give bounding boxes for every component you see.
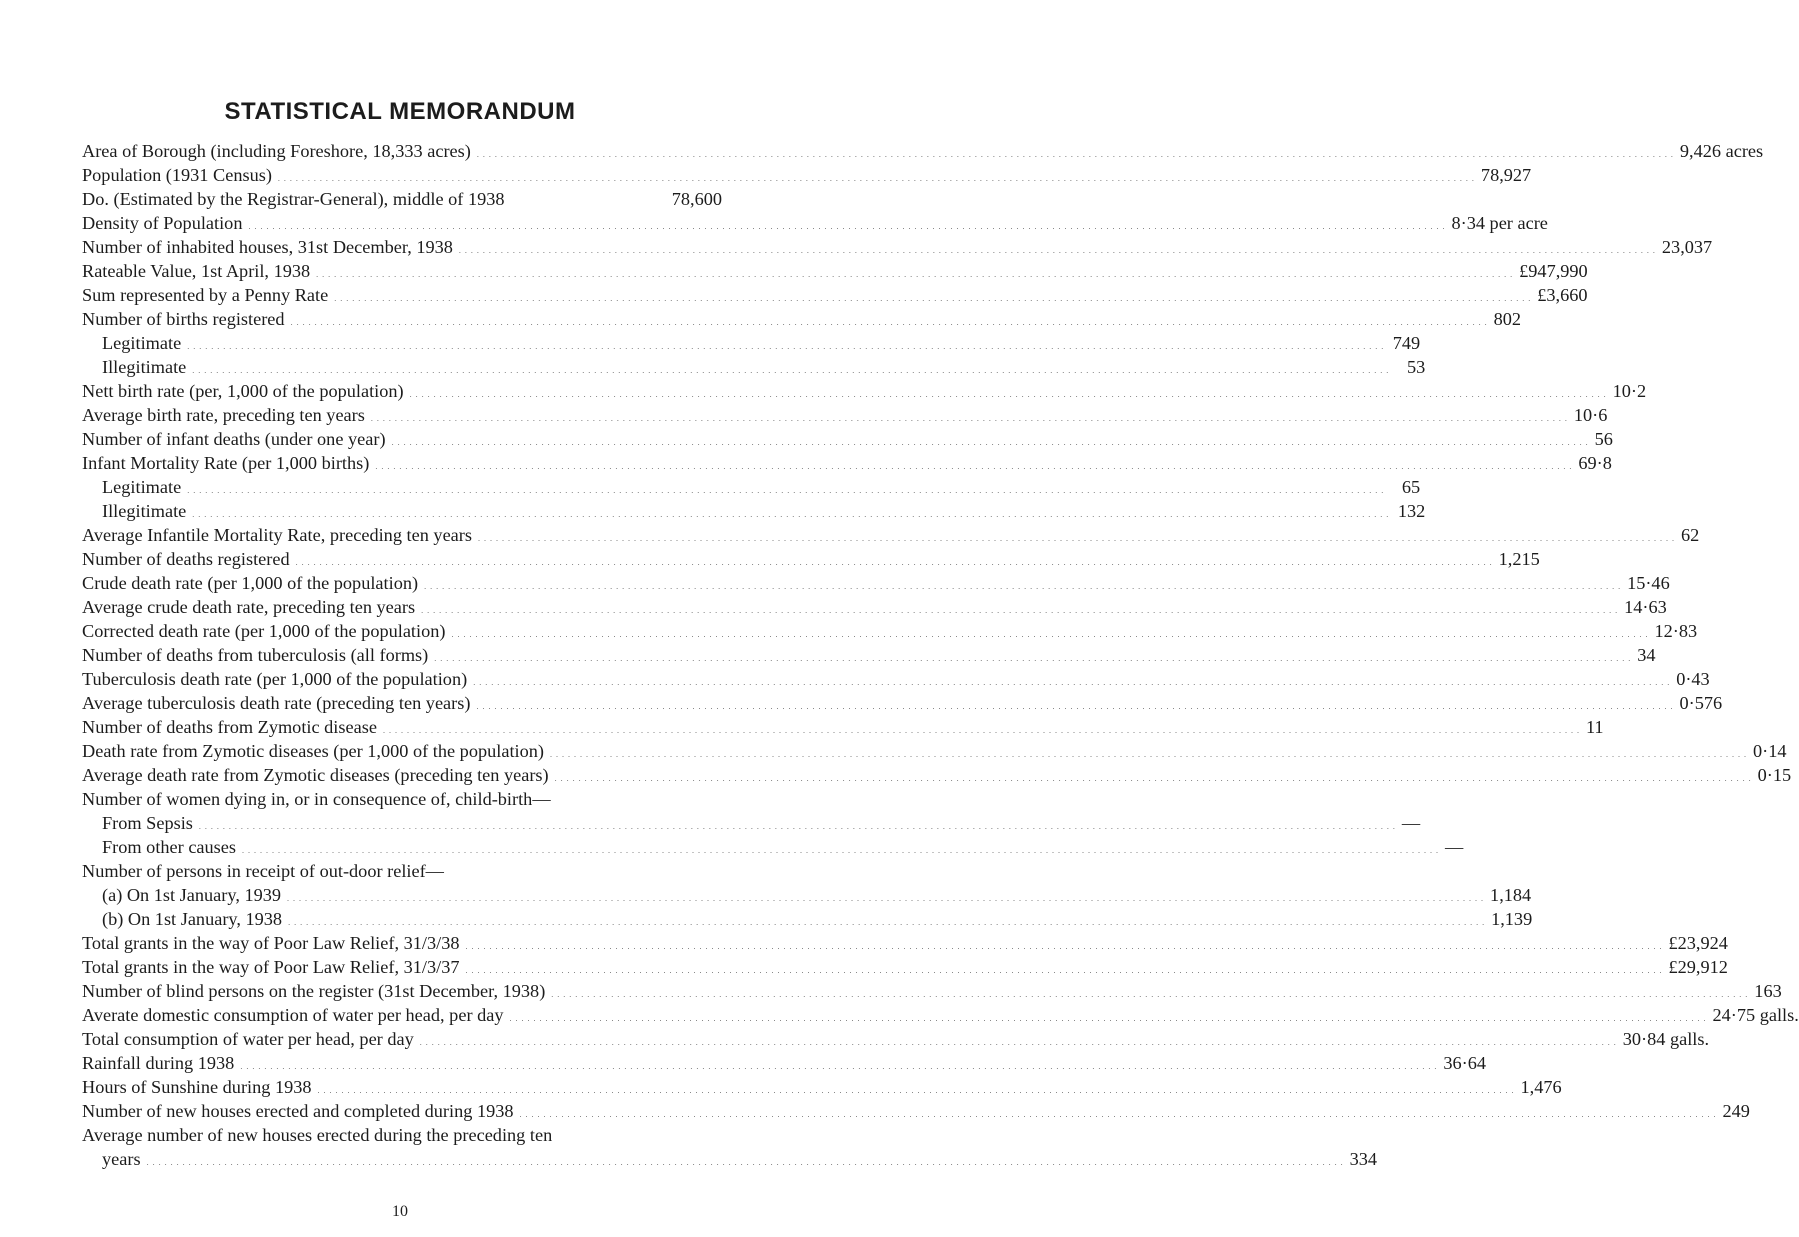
statistic-label: Number of births registered — [82, 309, 285, 329]
dot-leader: . . . . . . . . . . . . . . . . . . . . . . . . . . . . . . . . . . . . . . . . . . . . . . . . . . . . . . . . . . . . . . . . . . . . . . . . . . . . . . . . . . . . . . . . . . . . . . . . . . . . . . . . . . . . . . . . . . . . . . . . . . . . . . . . . . . . . . . . . . . . . . . . . . . . . . . . . . . . . . . . . . . . . . . . . . . . . . . . . . . . . . . . . . . . . . . . . . . . . . . . — [295, 558, 1493, 567]
statistic-label: years — [102, 1149, 141, 1169]
statistic-value: 24·75 galls. — [1712, 1005, 1799, 1025]
statistic-value: £3,660 — [1537, 285, 1588, 305]
dot-leader: . . . . . . . . . . . . . . . . . . . . . . . . . . . . . . . . . . . . . . . . . . . . . . . . . . . . . . . . . . . . . . . . . . . . . . . . . . . . . . . . . . . . . . . . . . . . . . . . . . . . . . . . . . . . . . . . . . . . . . . . . . . . . . . . . . . . . . . . . . . . . . . . . . . . . . . . . . . . . . . . . . . . . . . . . . . . . . . . . . . . . . . . . . . . . . . . . . . . . . . . — [419, 1038, 1617, 1047]
statistic-row — [82, 667, 1710, 691]
statistic-value: £29,912 — [1668, 957, 1728, 977]
statistic-value: — — [1445, 837, 1464, 857]
dot-leader: . . . . . . . . . . . . . . . . . . . . . . . . . . . . . . . . . . . . . . . . . . . . . . . . . . . . . . . . . . . . . . . . . . . . . . . . . . . . . . . . . . . . . . . . . . . . . . . . . . . . . . . . . . . . . . . . . . . . . . . . . . . . . . . . . . . . . . . . . . . . . . . . . . . . . . . . . . . . . . . . . . . . . . . . . . . . . . . . . . . . . . . . . . . . . . . . . . . . . . . . — [476, 150, 1674, 159]
statistic-row — [82, 331, 1421, 355]
statistic-label: Crude death rate (per 1,000 of the population) — [82, 573, 419, 593]
statistic-label: Average number of new houses erected during the preceding ten — [82, 1125, 553, 1145]
statistic-label: Number of blind persons on the register (31st December, 1938) — [82, 981, 546, 1001]
statistic-label: Number of infant deaths (under one year) — [82, 429, 386, 449]
statistic-row — [82, 259, 1588, 283]
statistic-label: Illegitimate — [102, 501, 187, 521]
dot-leader: . . . . . . . . . . . . . . . . . . . . . . . . . . . . . . . . . . . . . . . . . . . . . . . . . . . . . . . . . . . . . . . . . . . . . . . . . . . . . . . . . . . . . . . . . . . . . . . . . . . . . . . . . . . . . . . . . . . . . . . . . . . . . . . . . . . . . . . . . . . . . . . . . . . . . . . . . . . . . . . . . . . . . . . . . . . . . . . . . . . . . . . . . . . . . . . . . . . . . . . . — [240, 1062, 1438, 1071]
statistic-value: 53 — [1406, 357, 1426, 377]
statistic-value: 36·64 — [1443, 1053, 1486, 1073]
statistic-row — [82, 931, 1728, 955]
statistic-value: 23,037 — [1661, 237, 1713, 257]
statistic-value: 334 — [1349, 1149, 1377, 1169]
dot-leader: . . . . . . . . . . . . . . . . . . . . . . . . . . . . . . . . . . . . . . . . . . . . . . . . . . . . . . . . . . . . . . . . . . . . . . . . . . . . . . . . . . . . . . . . . . . . . . . . . . . . . . . . . . . . . . . . . . . . . . . . . . . . . . . . . . . . . . . . . . . . . . . . . . . . . . . . . . . . . . . . . . . . . . . . . . . . . . . . . . . . . . . . . . . . . . . . . . . . . . . . — [519, 1110, 1717, 1119]
statistic-label: Nett birth rate (per, 1,000 of the population) — [82, 381, 404, 401]
statistic-row — [82, 571, 1670, 595]
statistic-label: Number of women dying in, or in consequence of, child-birth— — [82, 789, 551, 809]
statistic-value: 1,184 — [1490, 885, 1532, 905]
statistic-label: Total grants in the way of Poor Law Relief, 31/3/37 — [82, 957, 460, 977]
statistic-row — [82, 811, 1421, 835]
statistic-label: Legitimate — [102, 333, 182, 353]
statistic-label: Hours of Sunshine during 1938 — [82, 1077, 312, 1097]
statistic-value: — — [1401, 813, 1421, 833]
statistic-row — [82, 1099, 1750, 1123]
statistic-label: Total grants in the way of Poor Law Relief, 31/3/38 — [82, 933, 460, 953]
dot-leader: . . . . . . . . . . . . . . . . . . . . . . . . . . . . . . . . . . . . . . . . . . . . . . . . . . . . . . . . . . . . . . . . . . . . . . . . . . . . . . . . . . . . . . . . . . . . . . . . . . . . . . . . . . . . . . . . . . . . . . . . . . . . . . . . . . . . . . . . . . . . . . . . . . . . . . . . . . . . . . . . . . . . . . . . . . . . . . . . . . . . . . . . . . . . . . . . . . . . . . . . — [451, 630, 1649, 639]
dot-leader: . . . . . . . . . . . . . . . . . . . . . . . . . . . . . . . . . . . . . . . . . . . . . . . . . . . . . . . . . . . . . . . . . . . . . . . . . . . . . . . . . . . . . . . . . . . . . . . . . . . . . . . . . . . . . . . . . . . . . . . . . . . . . . . . . . . . . . . . . . . . . . . . . . . . . . . . . . . . . . . . . . . . . . . . . . . . . . . . . . . . . . . . . . . . . . . . . . . . . . . . — [316, 270, 1514, 279]
statistic-value: 0·15 — [1757, 765, 1792, 785]
statistic-value: £23,924 — [1668, 933, 1728, 953]
statistic-row — [82, 955, 1728, 979]
statistic-value: 1,215 — [1498, 549, 1540, 569]
statistic-value: 30·84 galls. — [1622, 1029, 1710, 1049]
dot-leader: . . . . . . . . . . . . . . . . . . . . . . . . . . . . . . . . . . . . . . . . . . . . . . . . . . . . . . . . . . . . . . . . . . . . . . . . . . . . . . . . . . . . . . . . . . . . . . . . . . . . . . . . . . . . . . . . . . . . . . . . . . . . . . . . . . . . . . . . . . . . . . . . . . . . . . . . . . . . . . . . . . . . . . . . . . . . . . . . . . . . . . . . . . . . . . . . . . . . . . . . — [334, 294, 1532, 303]
statistic-row — [82, 619, 1698, 643]
statistic-value: 12·83 — [1654, 621, 1698, 641]
statistic-value: 132 — [1397, 501, 1426, 521]
statistic-value: 249 — [1722, 1101, 1750, 1121]
statistic-label: Tuberculosis death rate (per 1,000 of the population) — [82, 669, 468, 689]
statistic-value: 56 — [1594, 429, 1613, 449]
statistic-row — [82, 355, 1426, 379]
dot-leader: . . . . . . . . . . . . . . . . . . . . . . . . . . . . . . . . . . . . . . . . . . . . . . . . . . . . . . . . . . . . . . . . . . . . . . . . . . . . . . . . . . . . . . . . . . . . . . . . . . . . . . . . . . . . . . . . . . . . . . . . . . . . . . . . . . . . . . . . . . . . . . . . . . . . . . . . . . . . . . . . . . . . . . . . . . . . . . . . . . . . . . . . . . . . . . . . . . . . . . . . — [476, 702, 1674, 711]
statistic-label: Area of Borough (including Foreshore, 18,333 acres) — [82, 141, 471, 161]
dot-leader: . . . . . . . . . . . . . . . . . . . . . . . . . . . . . . . . . . . . . . . . . . . . . . . . . . . . . . . . . . . . . . . . . . . . . . . . . . . . . . . . . . . . . . . . . . . . . . . . . . . . . . . . . . . . . . . . . . . . . . . . . . . . . . . . . . . . . . . . . . . . . . . . . . . . . . . . . . . . . . . . . . . . . . . . . . . . . . . . . . . . . . . . . . . . . . . . . . . . . . . . — [478, 534, 1676, 543]
statistic-label: Number of deaths registered — [82, 549, 290, 569]
dot-leader: . . . . . . . . . . . . . . . . . . . . . . . . . . . . . . . . . . . . . . . . . . . . . . . . . . . . . . . . . . . . . . . . . . . . . . . . . . . . . . . . . . . . . . . . . . . . . . . . . . . . . . . . . . . . . . . . . . . . . . . . . . . . . . . . . . . . . . . . . . . . . . . . . . . . . . . . . . . . . . . . . . . . . . . . . . . . . . . . . . . . . . . . . . . . . . . . . . . . . . . . — [421, 606, 1619, 615]
statistic-label: Infant Mortality Rate (per 1,000 births) — [82, 453, 370, 473]
statistic-row — [82, 403, 1608, 427]
dot-leader: . . . . . . . . . . . . . . . . . . . . . . . . . . . . . . . . . . . . . . . . . . . . . . . . . . . . . . . . . . . . . . . . . . . . . . . . . . . . . . . . . . . . . . . . . . . . . . . . . . . . . . . . . . . . . . . . . . . . . . . . . . . . . . . . . . . . . . . . . . . . . . . . . . . . . . . . . . . . . . . . . . . . . . . . . . . . . . . . . . . . . . . . . . . . . . . . . . . . . . . . — [458, 246, 1656, 255]
statistic-row — [82, 883, 1532, 907]
page-title: STATISTICAL MEMORANDUM — [224, 98, 576, 125]
statistic-value: 10·6 — [1573, 405, 1608, 425]
statistic-row — [82, 139, 1764, 163]
statistic-row — [82, 163, 1532, 187]
dot-leader: . . . . . . . . . . . . . . . . . . . . . . . . . . . . . . . . . . . . . . . . . . . . . . . . . . . . . . . . . . . . . . . . . . . . . . . . . . . . . . . . . . . . . . . . . . . . . . . . . . . . . . . . . . . . . . . . . . . . . . . . . . . . . . . . . . . . . . . . . . . . . . . . . . . . . . . . . . . . . . . . . . . . . . . . . . . . . . . . . . . . . . . . . . . . . . . . . . . . . . . . — [146, 1158, 1344, 1167]
statistic-row — [82, 715, 1604, 739]
dot-leader: . . . . . . . . . . . . . . . . . . . . . . . . . . . . . . . . . . . . . . . . . . . . . . . . . . . . . . . . . . . . . . . . . . . . . . . . . . . . . . . . . . . . . . . . . . . . . . . . . . . . . . . . . . . . . . . . . . . . . . . . . . . . . . . . . . . . . . . . . . . . . . . . . . . . . . . . . . . . . . . . . . . . . . . . . . . . . . . . . . . . . . . . . . . . . . . . . . . . . . . . — [434, 654, 1632, 663]
statistic-label: (b) On 1st January, 1938 — [102, 909, 283, 929]
statistic-row — [82, 1003, 1799, 1027]
statistic-row — [82, 787, 722, 811]
dot-leader: . . . . . . . . . . . . . . . . . . . . . . . . . . . . . . . . . . . . . . . . . . . . . . . . . . . . . . . . . . . . . . . . . . . . . . . . . . . . . . . . . . . . . . . . . . . . . . . . . . . . . . . . . . . . . . . . . . . . . . . . . . . . . . . . . . . . . . . . . . . . . . . . . . . . . . . . . . . . . . . . . . . . . . . . . . . . . . . . . . . . . . . . . . . . . . . . . . . . . . . . — [549, 750, 1747, 759]
statistic-row — [82, 427, 1613, 451]
statistic-label: Averate domestic consumption of water per head, per day — [82, 1005, 504, 1025]
dot-leader: . . . . . . . . . . . . . . . . . . . . . . . . . . . . . . . . . . . . . . . . . . . . . . . . . . . . . . . . . . . . . . . . . . . . . . . . . . . . . . . . . . . . . . . . . . . . . . . . . . . . . . . . . . . . . . . . . . . . . . . . . . . . . . . . . . . . . . . . . . . . . . . . . . . . . . . . . . . . . . . . . . . . . . . . . . . . . . . . . . . . . . . . . . . . . . . . . . . . . . . . — [242, 846, 1440, 855]
statistic-label: Average death rate from Zymotic diseases (preceding ten years) — [82, 765, 549, 785]
statistic-row — [82, 283, 1588, 307]
statistic-row — [82, 595, 1667, 619]
statistic-value: 15·46 — [1627, 573, 1670, 593]
statistic-row — [82, 475, 1421, 499]
statistic-row — [82, 523, 1700, 547]
statistic-value: 0·14 — [1752, 741, 1787, 761]
statistic-label: Average birth rate, preceding ten years — [82, 405, 365, 425]
statistic-row — [82, 643, 1656, 667]
statistic-value: 1,476 — [1520, 1077, 1562, 1097]
dot-leader: . . . . . . . . . . . . . . . . . . . . . . . . . . . . . . . . . . . . . . . . . . . . . . . . . . . . . . . . . . . . . . . . . . . . . . . . . . . . . . . . . . . . . . . . . . . . . . . . . . . . . . . . . . . . . . . . . . . . . . . . . . . . . . . . . . . . . . . . . . . . . . . . . . . . . . . . . . . . . . . . . . . . . . . . . . . . . . . . . . . . . . . . . . . . . . . . . . . . . . . . — [391, 438, 1589, 447]
statistic-row — [82, 499, 1426, 523]
dot-leader: . . . . . . . . . . . . . . . . . . . . . . . . . . . . . . . . . . . . . . . . . . . . . . . . . . . . . . . . . . . . . . . . . . . . . . . . . . . . . . . . . . . . . . . . . . . . . . . . . . . . . . . . . . . . . . . . . . . . . . . . . . . . . . . . . . . . . . . . . . . . . . . . . . . . . . . . . . . . . . . . . . . . . . . . . . . . . . . . . . . . . . . . . . . . . . . . . . . . . . . . — [465, 942, 1663, 951]
statistic-label: Population (1931 Census) — [82, 165, 272, 185]
statistic-row — [82, 451, 1612, 475]
dot-leader: . . . . . . . . . . . . . . . . . . . . . . . . . . . . . . . . . . . . . . . . . . . . . . . . . . . . . . . . . . . . . . . . . . . . . . . . . . . . . . . . . . . . . . . . . . . . . . . . . . . . . . . . . . . . . . . . . . . . . . . . . . . . . . . . . . . . . . . . . . . . . . . . . . . . . . . . . . . . . . . . . . . . . . . . . . . . . . . . . . . . . . . . . . . . . . . . . . . . . . . . — [465, 966, 1663, 975]
statistic-row — [82, 1147, 1377, 1171]
dot-leader: . . . . . . . . . . . . . . . . . . . . . . . . . . . . . . . . . . . . . . . . . . . . . . . . . . . . . . . . . . . . . . . . . . . . . . . . . . . . . . . . . . . . . . . . . . . . . . . . . . . . . . . . . . . . . . . . . . . . . . . . . . . . . . . . . . . . . . . . . . . . . . . . . . . . . . . . . . . . . . . . . . . . . . . . . . . . . . . . . . . . . . . . . . . . . . . . . . . . . . . . — [187, 342, 1385, 351]
statistic-label: Rateable Value, 1st April, 1938 — [82, 261, 311, 281]
statistic-label: Death rate from Zymotic diseases (per 1,000 of the population) — [82, 741, 544, 761]
statistic-value: 802 — [1493, 309, 1521, 329]
dot-leader: . . . . . . . . . . . . . . . . . . . . . . . . . . . . . . . . . . . . . . . . . . . . . . . . . . . . . . . . . . . . . . . . . . . . . . . . . . . . . . . . . . . . . . . . . . . . . . . . . . . . . . . . . . . . . . . . . . . . . . . . . . . . . . . . . . . . . . . . . . . . . . . . . . . . . . . . . . . . . . . . . . . . . . . . . . . . . . . . . . . . . . . . . . . . . . . . . . . . . . . . — [317, 1086, 1515, 1095]
dot-leader: . . . . . . . . . . . . . . . . . . . . . . . . . . . . . . . . . . . . . . . . . . . . . . . . . . . . . . . . . . . . . . . . . . . . . . . . . . . . . . . . . . . . . . . . . . . . . . . . . . . . . . . . . . . . . . . . . . . . . . . . . . . . . . . . . . . . . . . . . . . . . . . . . . . . . . . . . . . . . . . . . . . . . . . . . . . . . . . . . . . . . . . . . . . . . . . . . . . . . . . . — [288, 918, 1486, 927]
dot-leader: . . . . . . . . . . . . . . . . . . . . . . . . . . . . . . . . . . . . . . . . . . . . . . . . . . . . . . . . . . . . . . . . . . . . . . . . . . . . . . . . . . . . . . . . . . . . . . . . . . . . . . . . . . . . . . . . . . . . . . . . . . . . . . . . . . . . . . . . . . . . . . . . . . . . . . . . . . . . . . . . . . . . . . . . . . . . . . . . . . . . . . . . . . . . . . . . . . . . . . . . — [198, 822, 1396, 831]
statistic-row — [82, 235, 1713, 259]
statistic-value: 1,139 — [1491, 909, 1533, 929]
statistic-row — [82, 691, 1723, 715]
dot-leader: . . . . . . . . . . . . . . . . . . . . . . . . . . . . . . . . . . . . . . . . . . . . . . . . . . . . . . . . . . . . . . . . . . . . . . . . . . . . . . . . . . . . . . . . . . . . . . . . . . . . . . . . . . . . . . . . . . . . . . . . . . . . . . . . . . . . . . . . . . . . . . . . . . . . . . . . . . . . . . . . . . . . . . . . . . . . . . . . . . . . . . . . . . . . . . . . . . . . . . . . — [192, 510, 1390, 519]
dot-leader: . . . . . . . . . . . . . . . . . . . . . . . . . . . . . . . . . . . . . . . . . . . . . . . . . . . . . . . . . . . . . . . . . . . . . . . . . . . . . . . . . . . . . . . . . . . . . . . . . . . . . . . . . . . . . . . . . . . . . . . . . . . . . . . . . . . . . . . . . . . . . . . . . . . . . . . . . . . . . . . . . . . . . . . . . . . . . . . . . . . . . . . . . . . . . . . . . . . . . . . . — [382, 726, 1580, 735]
statistic-value: 62 — [1681, 525, 1700, 545]
statistic-row — [82, 739, 1787, 763]
statistic-label: Density of Population — [82, 213, 243, 233]
dot-leader: . . . . . . . . . . . . . . . . . . . . . . . . . . . . . . . . . . . . . . . . . . . . . . . . . . . . . . . . . . . . . . . . . . . . . . . . . . . . . . . . . . . . . . . . . . . . . . . . . . . . . . . . . . . . . . . . . . . . . . . . . . . . . . . . . . . . . . . . . . . . . . . . . . . . . . . . . . . . . . . . . . . . . . . . . . . . . . . . . . . . . . . . . . . . . . . . . . . . . . . . — [187, 486, 1385, 495]
dot-leader: . . . . . . . . . . . . . . . . . . . . . . . . . . . . . . . . . . . . . . . . . . . . . . . . . . . . . . . . . . . . . . . . . . . . . . . . . . . . . . . . . . . . . . . . . . . . . . . . . . . . . . . . . . . . . . . . . . . . . . . . . . . . . . . . . . . . . . . . . . . . . . . . . . . . . . . . . . . . . . . . . . . . . . . . . . . . . . . . . . . . . . . . . . . . . . . . . . . . . . . . — [290, 318, 1488, 327]
statistics-list — [82, 139, 1799, 1171]
dot-leader: . . . . . . . . . . . . . . . . . . . . . . . . . . . . . . . . . . . . . . . . . . . . . . . . . . . . . . . . . . . . . . . . . . . . . . . . . . . . . . . . . . . . . . . . . . . . . . . . . . . . . . . . . . . . . . . . . . . . . . . . . . . . . . . . . . . . . . . . . . . . . . . . . . . . . . . . . . . . . . . . . . . . . . . . . . . . . . . . . . . . . . . . . . . . . . . . . . . . . . . . — [277, 174, 1475, 183]
statistic-label: (a) On 1st January, 1939 — [102, 885, 282, 905]
dot-leader: . . . . . . . . . . . . . . . . . . . . . . . . . . . . . . . . . . . . . . . . . . . . . . . . . . . . . . . . . . . . . . . . . . . . . . . . . . . . . . . . . . . . . . . . . . . . . . . . . . . . . . . . . . . . . . . . . . . . . . . . . . . . . . . . . . . . . . . . . . . . . . . . . . . . . . . . . . . . . . . . . . . . . . . . . . . . . . . . . . . . . . . . . . . . . . . . . . . . . . . . — [409, 390, 1607, 399]
statistic-label: Number of inhabited houses, 31st December, 1938 — [82, 237, 453, 257]
statistic-value: 9,426 acres — [1679, 141, 1764, 161]
statistic-label: Rainfall during 1938 — [82, 1053, 235, 1073]
statistic-value: 11 — [1585, 717, 1604, 737]
statistic-label: From other causes — [102, 837, 237, 857]
statistic-label: Total consumption of water per head, per day — [82, 1029, 414, 1049]
statistic-value: 69·8 — [1578, 453, 1612, 473]
statistic-row — [82, 1075, 1562, 1099]
dot-leader: . . . . . . . . . . . . . . . . . . . . . . . . . . . . . . . . . . . . . . . . . . . . . . . . . . . . . . . . . . . . . . . . . . . . . . . . . . . . . . . . . . . . . . . . . . . . . . . . . . . . . . . . . . . . . . . . . . . . . . . . . . . . . . . . . . . . . . . . . . . . . . . . . . . . . . . . . . . . . . . . . . . . . . . . . . . . . . . . . . . . . . . . . . . . . . . . . . . . . . . . — [473, 678, 1671, 687]
dot-leader: . . . . . . . . . . . . . . . . . . . . . . . . . . . . . . . . . . . . . . . . . . . . . . . . . . . . . . . . . . . . . . . . . . . . . . . . . . . . . . . . . . . . . . . . . . . . . . . . . . . . . . . . . . . . . . . . . . . . . . . . . . . . . . . . . . . . . . . . . . . . . . . . . . . . . . . . . . . . . . . . . . . . . . . . . . . . . . . . . . . . . . . . . . . . . . . . . . . . . . . . — [192, 366, 1390, 375]
statistic-label: Number of persons in receipt of out-door relief— — [82, 861, 444, 881]
statistic-value: 0·43 — [1676, 669, 1710, 689]
statistic-value: 14·63 — [1624, 597, 1667, 617]
statistic-row — [82, 547, 1540, 571]
dot-leader: . . . . . . . . . . . . . . . . . . . . . . . . . . . . . . . . . . . . . . . . . . . . . . . . . . . . . . . . . . . . . . . . . . . . . . . . . . . . . . . . . . . . . . . . . . . . . . . . . . . . . . . . . . . . . . . . . . . . . . . . . . . . . . . . . . . . . . . . . . . . . . . . . . . . . . . . . . . . . . . . . . . . . . . . . . . . . . . . . . . . . . . . . . . . . . . . . . . . . . . . — [551, 990, 1749, 999]
statistic-label: From Sepsis — [102, 813, 193, 833]
statistic-row — [82, 379, 1647, 403]
statistic-label: Illegitimate — [102, 357, 187, 377]
dot-leader: . . . . . . . . . . . . . . . . . . . . . . . . . . . . . . . . . . . . . . . . . . . . . . . . . . . . . . . . . . . . . . . . . . . . . . . . . . . . . . . . . . . . . . . . . . . . . . . . . . . . . . . . . . . . . . . . . . . . . . . . . . . . . . . . . . . . . . . . . . . . . . . . . . . . . . . . . . . . . . . . . . . . . . . . . . . . . . . . . . . . . . . . . . . . . . . . . . . . . . . . — [370, 414, 1568, 423]
statistic-label: Number of deaths from Zymotic disease — [82, 717, 377, 737]
dot-leader: . . . . . . . . . . . . . . . . . . . . . . . . . . . . . . . . . . . . . . . . . . . . . . . . . . . . . . . . . . . . . . . . . . . . . . . . . . . . . . . . . . . . . . . . . . . . . . . . . . . . . . . . . . . . . . . . . . . . . . . . . . . . . . . . . . . . . . . . . . . . . . . . . . . . . . . . . . . . . . . . . . . . . . . . . . . . . . . . . . . . . . . . . . . . . . . . . . . . . . . . — [424, 582, 1622, 591]
dot-leader: . . . . . . . . . . . . . . . . . . . . . . . . . . . . . . . . . . . . . . . . . . . . . . . . . . . . . . . . . . . . . . . . . . . . . . . . . . . . . . . . . . . . . . . . . . . . . . . . . . . . . . . . . . . . . . . . . . . . . . . . . . . . . . . . . . . . . . . . . . . . . . . . . . . . . . . . . . . . . . . . . . . . . . . . . . . . . . . . . . . . . . . . . . . . . . . . . . . . . . . . — [375, 462, 1573, 471]
statistic-label: Average tuberculosis death rate (preceding ten years) — [82, 693, 471, 713]
statistic-value: 78,927 — [1480, 165, 1532, 185]
dot-leader: . . . . . . . . . . . . . . . . . . . . . . . . . . . . . . . . . . . . . . . . . . . . . . . . . . . . . . . . . . . . . . . . . . . . . . . . . . . . . . . . . . . . . . . . . . . . . . . . . . . . . . . . . . . . . . . . . . . . . . . . . . . . . . . . . . . . . . . . . . . . . . . . . . . . . . . . . . . . . . . . . . . . . . . . . . . . . . . . . . . . . . . . . . . . . . . . . . . . . . . . — [287, 894, 1485, 903]
statistic-value: 65 — [1401, 477, 1421, 497]
statistic-value: £947,990 — [1519, 261, 1588, 281]
statistic-row — [82, 307, 1521, 331]
statistic-label: Number of deaths from tuberculosis (all forms) — [82, 645, 429, 665]
statistic-label: Number of new houses erected and completed during 1938 — [82, 1101, 514, 1121]
statistic-value: 0·576 — [1679, 693, 1723, 713]
statistic-row — [82, 1123, 722, 1147]
dot-leader: . . . . . . . . . . . . . . . . . . . . . . . . . . . . . . . . . . . . . . . . . . . . . . . . . . . . . . . . . . . . . . . . . . . . . . . . . . . . . . . . . . . . . . . . . . . . . . . . . . . . . . . . . . . . . . . . . . . . . . . . . . . . . . . . . . . . . . . . . . . . . . . . . . . . . . . . . . . . . . . . . . . . . . . . . . . . . . . . . . . . . . . . . . . . . . . . . . . . . . . . — [248, 222, 1446, 231]
statistic-row — [82, 1027, 1710, 1051]
statistic-row — [82, 859, 722, 883]
statistic-label: Average crude death rate, preceding ten years — [82, 597, 416, 617]
statistic-row — [82, 907, 1533, 931]
statistic-label: Corrected death rate (per 1,000 of the population) — [82, 621, 446, 641]
statistic-value: 8·34 per acre — [1451, 213, 1548, 233]
statistic-label: Sum represented by a Penny Rate — [82, 285, 329, 305]
statistic-value: 10·2 — [1612, 381, 1647, 401]
statistic-row — [82, 979, 1782, 1003]
statistic-value: 749 — [1392, 333, 1421, 353]
statistic-label: Do. (Estimated by the Registrar-General), middle of 1938 — [82, 189, 505, 209]
statistic-value: 163 — [1754, 981, 1782, 1001]
statistic-row — [82, 763, 1792, 787]
statistic-value: 34 — [1637, 645, 1656, 665]
statistic-row — [82, 211, 1548, 235]
statistic-row — [82, 835, 1464, 859]
statistic-value: 78,600 — [671, 189, 722, 209]
statistic-row — [82, 1051, 1486, 1075]
page-number: 10 — [392, 1203, 408, 1220]
statistic-label: Legitimate — [102, 477, 182, 497]
dot-leader: . . . . . . . . . . . . . . . . . . . . . . . . . . . . . . . . . . . . . . . . . . . . . . . . . . . . . . . . . . . . . . . . . . . . . . . . . . . . . . . . . . . . . . . . . . . . . . . . . . . . . . . . . . . . . . . . . . . . . . . . . . . . . . . . . . . . . . . . . . . . . . . . . . . . . . . . . . . . . . . . . . . . . . . . . . . . . . . . . . . . . . . . . . . . . . . . . . . . . . . . — [554, 774, 1752, 783]
dot-leader: . . . . . . . . . . . . . . . . . . . . . . . . . . . . . . . . . . . . . . . . . . . . . . . . . . . . . . . . . . . . . . . . . . . . . . . . . . . . . . . . . . . . . . . . . . . . . . . . . . . . . . . . . . . . . . . . . . . . . . . . . . . . . . . . . . . . . . . . . . . . . . . . . . . . . . . . . . . . . . . . . . . . . . . . . . . . . . . . . . . . . . . . . . . . . . . . . . . . . . . . — [509, 1014, 1707, 1023]
statistic-label: Average Infantile Mortality Rate, preceding ten years — [82, 525, 473, 545]
